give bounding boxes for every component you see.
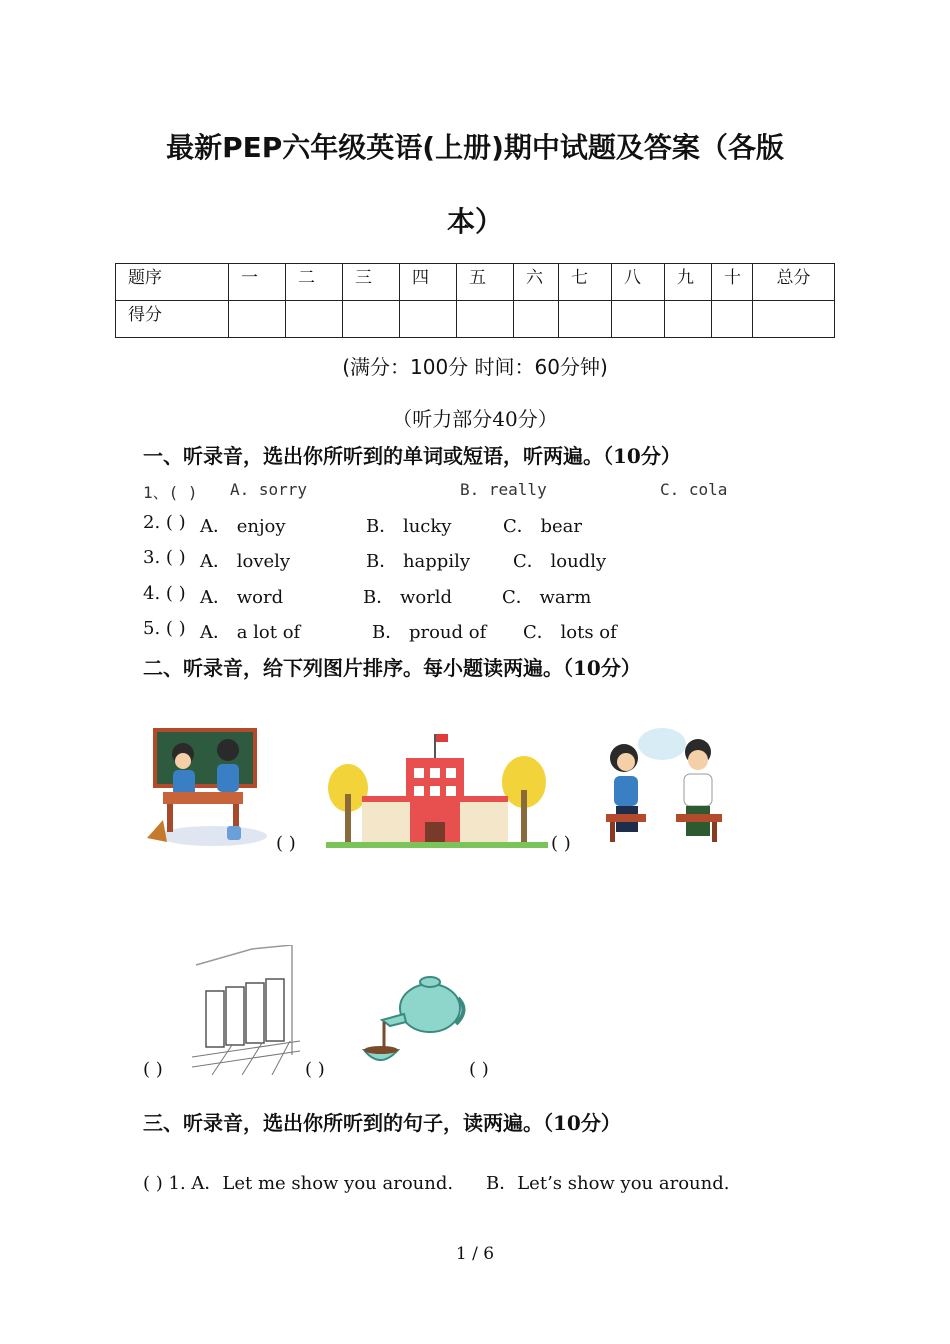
q3-option-a: A． lovely xyxy=(200,551,291,572)
q1-option-b: B. really xyxy=(460,480,547,499)
table-cell: 八 xyxy=(612,264,665,301)
table-cell: 二 xyxy=(286,264,343,301)
teapot-picture xyxy=(360,970,466,1074)
table-cell: 五 xyxy=(457,264,514,301)
q4-number: 4. ( ) xyxy=(143,583,186,604)
section3-heading: 三、听录音，选出你所听到的句子，读两遍。（10分） xyxy=(143,1111,621,1135)
q2-option-b: B． lucky xyxy=(366,516,452,537)
s3-q1-option-b: B．Let’s show you around. xyxy=(486,1173,730,1194)
picture5-answer-blank[interactable]: ( ) xyxy=(469,1059,489,1080)
table-cell[interactable] xyxy=(665,301,712,338)
q2-number: 2. ( ) xyxy=(143,512,186,533)
q1-option-a: A. sorry xyxy=(230,480,308,499)
page-number: 1 / 6 xyxy=(455,1244,495,1264)
q3-option-b: B． happily xyxy=(366,551,471,572)
table-cell: 四 xyxy=(400,264,457,301)
page-title-line1: 最新PEP六年级英语(上册)期中试题及答案（各版 xyxy=(166,131,784,164)
picture2-answer-blank[interactable]: ( ) xyxy=(551,833,571,854)
score-table xyxy=(115,263,835,338)
table-cell: 一 xyxy=(229,264,286,301)
s3-q1-option-a: ( ) 1. A．Let me show you around. xyxy=(143,1173,454,1194)
score-table-score-row xyxy=(116,301,835,338)
table-cell[interactable] xyxy=(457,301,514,338)
cleaning-classroom-picture xyxy=(143,728,269,850)
picture1-answer-blank[interactable]: ( ) xyxy=(276,833,296,854)
section2-heading: 二、听录音，给下列图片排序。每小题读两遍。（10分） xyxy=(143,656,641,680)
table-cell: 题序 xyxy=(116,264,229,301)
table-cell: 总分 xyxy=(753,264,835,301)
table-cell[interactable] xyxy=(753,301,835,338)
score-table-header-row xyxy=(116,264,835,301)
q3-option-c: C． loudly xyxy=(513,551,607,572)
table-cell: 得分 xyxy=(116,301,229,338)
table-cell: 十 xyxy=(712,264,753,301)
table-cell: 三 xyxy=(343,264,400,301)
q4-option-b: B． world xyxy=(363,587,453,608)
table-cell[interactable] xyxy=(559,301,612,338)
table-cell[interactable] xyxy=(514,301,559,338)
section1-heading: 一、听录音，选出你所听到的单词或短语，听两遍。（10分） xyxy=(143,444,681,468)
q5-option-b: B． proud of xyxy=(372,622,487,643)
table-cell[interactable] xyxy=(400,301,457,338)
q1-number: 1、( ) xyxy=(143,483,198,502)
table-cell[interactable] xyxy=(612,301,665,338)
restroom-picture xyxy=(192,945,300,1075)
exam-meta: (满分：100分 时间：60分钟) xyxy=(342,355,608,379)
school-building-picture xyxy=(326,734,548,850)
table-cell[interactable] xyxy=(286,301,343,338)
picture4-answer-blank[interactable]: ( ) xyxy=(305,1059,325,1080)
table-cell: 九 xyxy=(665,264,712,301)
page-title-line2: 本） xyxy=(446,205,503,238)
table-cell[interactable] xyxy=(229,301,286,338)
q4-option-c: C． warm xyxy=(502,587,592,608)
q5-option-c: C． lots of xyxy=(523,622,617,643)
q3-number: 3. ( ) xyxy=(143,547,186,568)
q4-option-a: A． word xyxy=(200,587,284,608)
table-cell[interactable] xyxy=(712,301,753,338)
table-cell: 六 xyxy=(514,264,559,301)
listening-subtitle: （听力部分40分） xyxy=(392,407,558,431)
table-cell[interactable] xyxy=(343,301,400,338)
picture3-answer-blank[interactable]: ( ) xyxy=(143,1059,163,1080)
q5-option-a: A． a lot of xyxy=(200,622,301,643)
q1-option-c: C. cola xyxy=(660,480,728,499)
q2-option-a: A． enjoy xyxy=(200,516,286,537)
table-cell: 七 xyxy=(559,264,612,301)
girls-talking-picture xyxy=(602,722,724,848)
q2-option-c: C． bear xyxy=(503,516,583,537)
q5-number: 5. ( ) xyxy=(143,618,186,639)
